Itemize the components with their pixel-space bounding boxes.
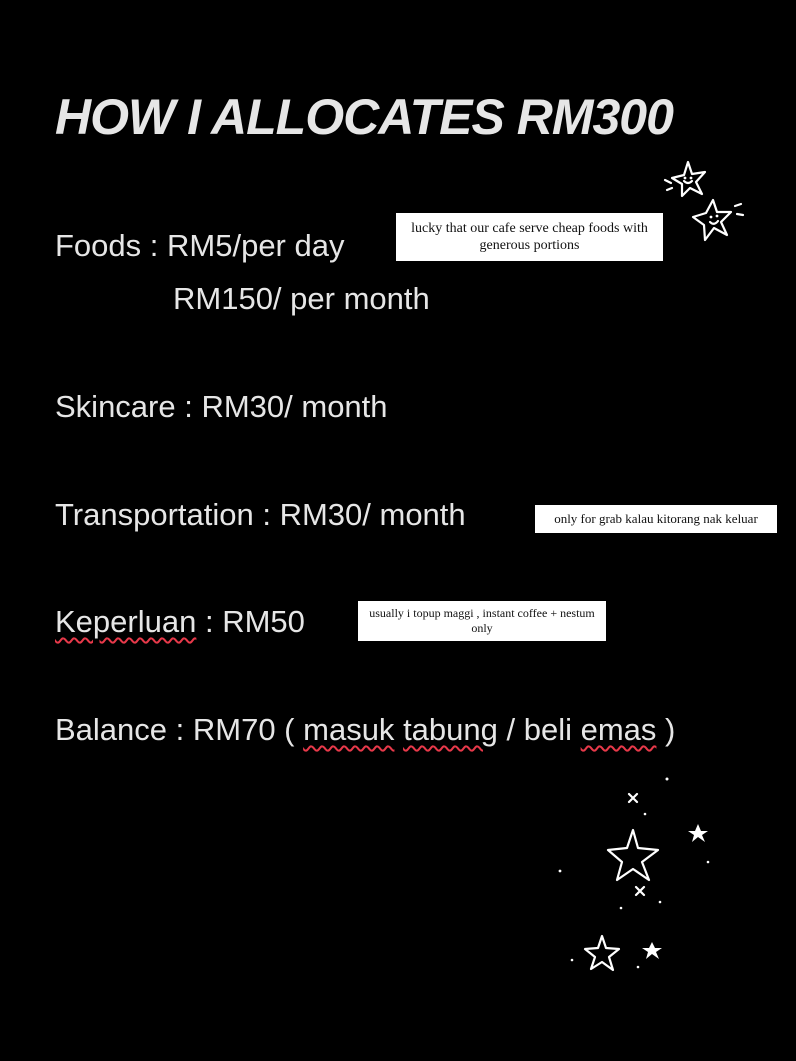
keperluan-separator: : [196,604,223,639]
transportation-value: RM30/ month [279,497,466,532]
smiling-stars-doodle-icon [655,150,755,260]
balance-space [394,712,403,747]
foods-monthly-line: RM150/ per month [173,281,430,316]
keperluan-value: RM50 [222,604,305,639]
foods-daily-value: RM5/per day [167,228,345,263]
keperluan-label: Keperluan [55,604,197,639]
transportation-line [55,497,466,533]
skincare-value: RM30/ month [201,389,388,424]
balance-word-tabung: tabung [403,712,498,747]
transportation-note: only for grab kalau kitorang nak keluar [535,505,777,533]
balance-line [55,712,675,748]
foods-separator: : [141,228,168,263]
balance-separator: : [167,712,193,747]
page-title: HOW I ALLOCATES RM300 [55,89,673,145]
transportation-label: Transportation [55,497,254,532]
balance-middle: / beli [497,712,581,747]
balance-word-emas: emas [580,712,657,747]
skincare-line [55,389,388,425]
keperluan-line [55,604,305,640]
transportation-separator: : [253,497,280,532]
skincare-label: Skincare [55,389,176,424]
skincare-separator: : [175,389,202,424]
foods-label: Foods [55,228,142,263]
foods-line [55,228,344,264]
sparkle-stars-doodle-icon [550,770,730,980]
balance-word-masuk: masuk [303,712,395,747]
balance-value: RM70 ( [192,712,304,747]
balance-end: ) [656,712,676,747]
balance-label: Balance [55,712,168,747]
keperluan-note: usually i topup maggi , instant coffee + nestum only [358,601,606,641]
foods-note: lucky that our cafe serve cheap foods with generous portions [396,213,663,261]
